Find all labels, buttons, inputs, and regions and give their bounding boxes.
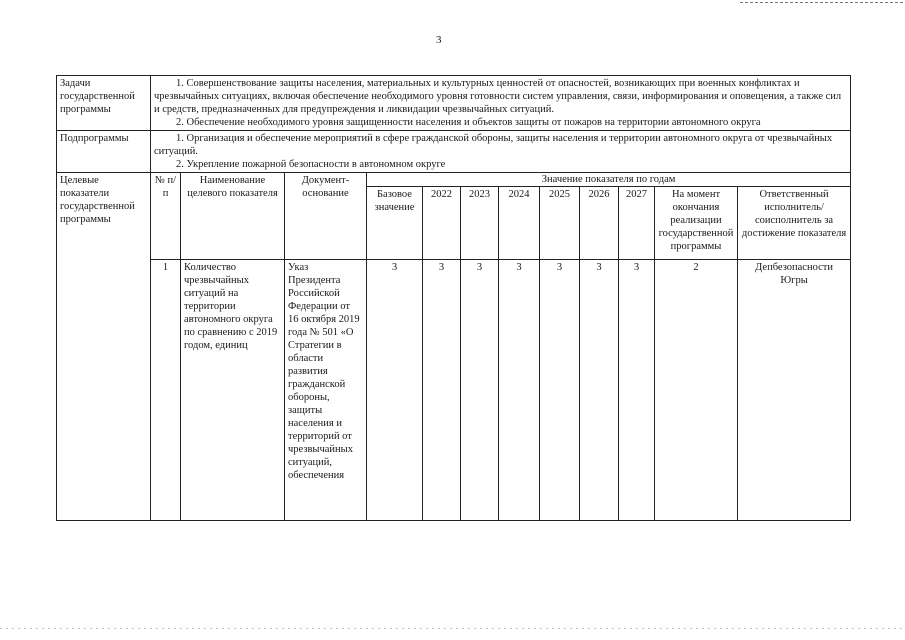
indicator-num: 1: [151, 260, 181, 521]
header-year-2022: 2022: [423, 187, 461, 260]
indicator-2025: 3: [540, 260, 580, 521]
indicator-2027: 3: [619, 260, 655, 521]
indicator-end: 2: [655, 260, 738, 521]
content-zadachi: [151, 76, 851, 131]
header-values-by-year: Значение показателя по годам: [367, 173, 851, 187]
header-year-2025: 2025: [540, 187, 580, 260]
header-name: Наименование целевого показателя: [181, 173, 285, 260]
passport-table: [56, 75, 851, 521]
indicator-2023: 3: [461, 260, 499, 521]
zadachi-item-2: 2. Обеспечение необходимого уровня защищенности населения и объектов защиты от пожаров на территории автономного округа: [176, 117, 761, 128]
label-zadachi: Задачи государственной программы: [57, 76, 151, 131]
header-num: № п/п: [151, 173, 181, 260]
scan-artifact-bottom: [0, 628, 905, 629]
label-podprogrammy: Подпрограммы: [57, 131, 151, 173]
indicator-2024: 3: [499, 260, 540, 521]
podprogrammy-item-1: 1. Организация и обеспечение мероприятий в сфере гражданской обороны, защиты населения и территории автономного округа от чрезвычайных ситуаций.: [154, 133, 833, 157]
header-year-2027: 2027: [619, 187, 655, 260]
header-year-2024: 2024: [499, 187, 540, 260]
header-base: Базовое значение: [367, 187, 423, 260]
podprogrammy-item-2: 2. Укрепление пожарной безопасности в автономном округе: [176, 159, 446, 170]
header-resp: Ответственный исполнитель/ соисполнитель за достижение показателя: [738, 187, 851, 260]
content-podprogrammy: [151, 131, 851, 173]
indicator-base: 3: [367, 260, 423, 521]
row-indicator-1: [57, 260, 851, 521]
indicator-resp: Депбезопасности Югры: [738, 260, 851, 521]
indicator-name: Количество чрезвычайных ситуаций на территории автономного округа по сравнению с 2019 годом, единиц: [181, 260, 285, 521]
indicator-doc: Указ Президента Российской Федерации от 16 октября 2019 года № 501 «О Стратегии в области развития гражданской обороны, защиты населения и территорий от чрезвычайных ситуаций, обеспечения: [285, 260, 367, 521]
row-podprogrammy: [57, 131, 851, 173]
page-number: 3: [436, 34, 442, 46]
label-indicators: Целевые показатели государственной программы: [57, 173, 151, 521]
row-zadachi: [57, 76, 851, 131]
header-doc: Документ-основание: [285, 173, 367, 260]
zadachi-item-1: 1. Совершенствование защиты населения, материальных и культурных ценностей от опасностей, возникающих при военных конфликтах и чрезвычайных ситуациях, включая обеспечение необходимого уровня готовности систем управления, связи, информирования и оповещения, а также сил и средств, предназначенных для предупреждения и ликвидации чрезвычайных ситуаций.: [154, 78, 842, 115]
header-year-2026: 2026: [580, 187, 619, 260]
indicator-2026: 3: [580, 260, 619, 521]
indicator-2022: 3: [423, 260, 461, 521]
row-indicators-header-1: [57, 173, 851, 187]
header-end: На момент окончания реализации государственной программы: [655, 187, 738, 260]
header-year-2023: 2023: [461, 187, 499, 260]
scan-artifact-top: [740, 2, 905, 3]
